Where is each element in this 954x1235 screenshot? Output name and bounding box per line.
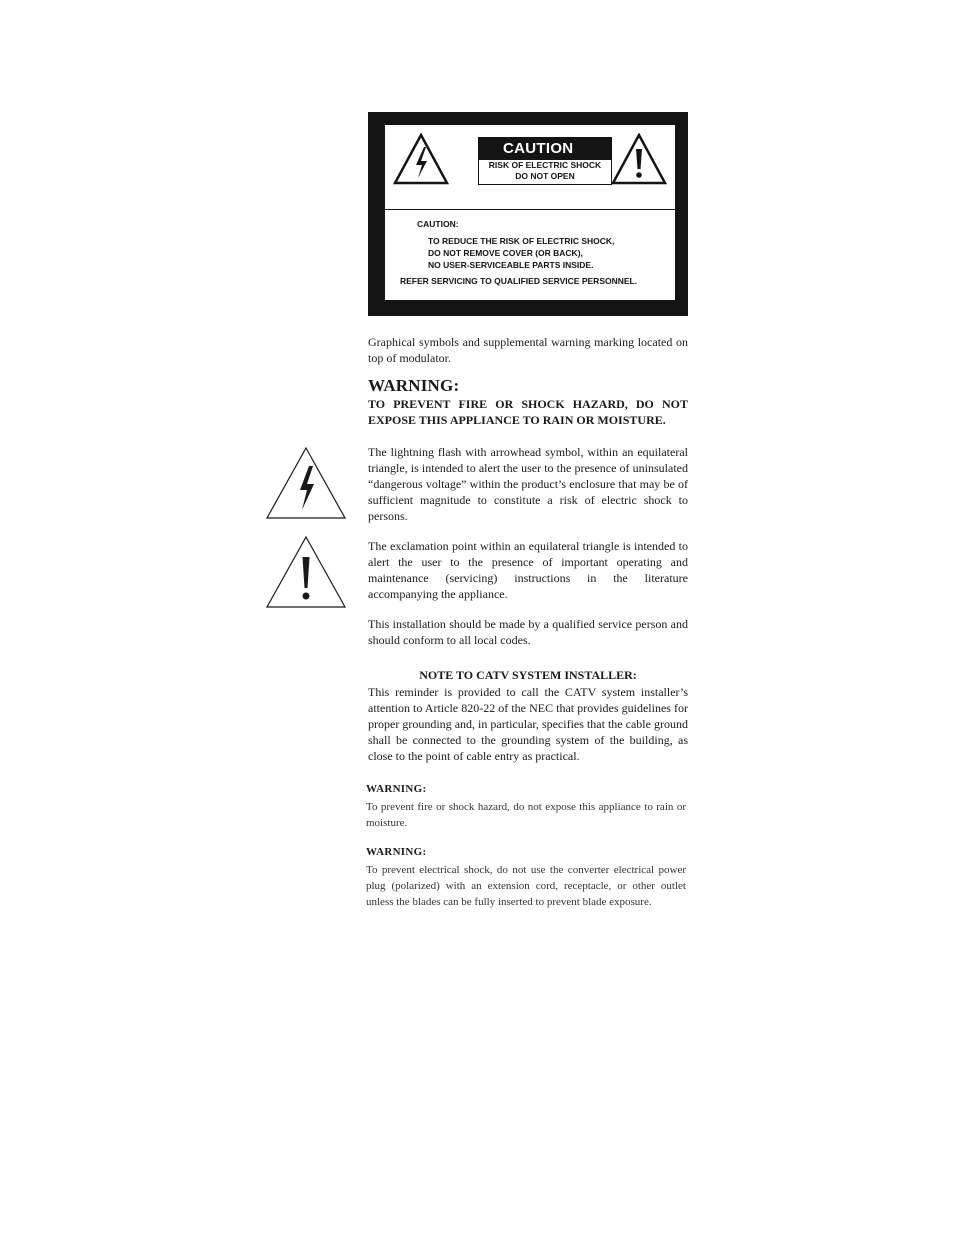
warning-plug-text: To prevent electrical shock, do not use the converter electrical power plug (polarized) with an extension cord, receptacle, or other outlet unless the blades can be fully inserted to prevent blade exposure. bbox=[366, 864, 686, 908]
warning-moisture-heading: WARNING: bbox=[366, 783, 427, 795]
caution-label-top-panel bbox=[385, 125, 675, 209]
warning-main-text: TO PREVENT FIRE OR SHOCK HAZARD, DO NOT EXPOSE THIS APPLIANCE TO RAIN OR MOISTURE. bbox=[368, 397, 688, 427]
installation-note: This installation should be made by a qualified service person and should conform to all local codes. bbox=[368, 617, 688, 647]
catv-note-text: This reminder is provided to call the CATV system installer’s attention to Article 820-22 of the NEC that provides guidelines for proper grounding and, in particular, specifies that the cable ground shall be connected to the grounding system of the building, as close to the point of cable entry as practical. bbox=[368, 685, 688, 763]
caution-sub-line2: DO NOT OPEN bbox=[515, 171, 575, 181]
warning-moisture-text: To prevent fire or shock hazard, do not expose this appliance to rain or moisture. bbox=[366, 801, 686, 829]
exclamation-triangle-icon bbox=[265, 535, 347, 609]
caution-panel-line: DO NOT REMOVE COVER (OR BACK), bbox=[428, 248, 583, 258]
caution-label bbox=[368, 112, 688, 316]
caution-panel-refer: REFER SERVICING TO QUALIFIED SERVICE PERSONNEL. bbox=[400, 276, 638, 286]
caution-panel-line: NO USER-SERVICEABLE PARTS INSIDE. bbox=[428, 260, 594, 270]
warning-plug-heading: WARNING: bbox=[366, 846, 427, 858]
caution-box bbox=[478, 137, 612, 185]
caution-title: CAUTION bbox=[479, 138, 611, 160]
caution-label-text-panel bbox=[385, 210, 675, 300]
exclamation-triangle-icon bbox=[611, 133, 667, 185]
caution-panel-line: TO REDUCE THE RISK OF ELECTRIC SHOCK, bbox=[428, 236, 615, 246]
warning-heading: WARNING: bbox=[368, 376, 460, 395]
lightning-triangle-icon bbox=[393, 133, 449, 185]
lightning-symbol-description: The lightning flash with arrowhead symbol, within an equilateral triangle, is intended to alert the user to the presence of uninsulated “dangerous voltage” within the product’s enclosure that may be of sufficient magnitude to constitute a risk of electric shock to persons. bbox=[368, 445, 688, 523]
catv-note-heading: NOTE TO CATV SYSTEM INSTALLER: bbox=[419, 668, 637, 682]
caution-sub-line1: RISK OF ELECTRIC SHOCK bbox=[488, 160, 602, 170]
lightning-triangle-icon bbox=[265, 446, 347, 520]
caution-panel-title: CAUTION: bbox=[417, 219, 459, 229]
graphical-symbols-note: Graphical symbols and supplemental warning marking located on top of modulator. bbox=[368, 335, 688, 365]
exclamation-symbol-description: The exclamation point within an equilateral triangle is intended to alert the user to the presence of important operating and maintenance (servicing) instructions in the literature accompanying the appliance. bbox=[368, 539, 688, 601]
